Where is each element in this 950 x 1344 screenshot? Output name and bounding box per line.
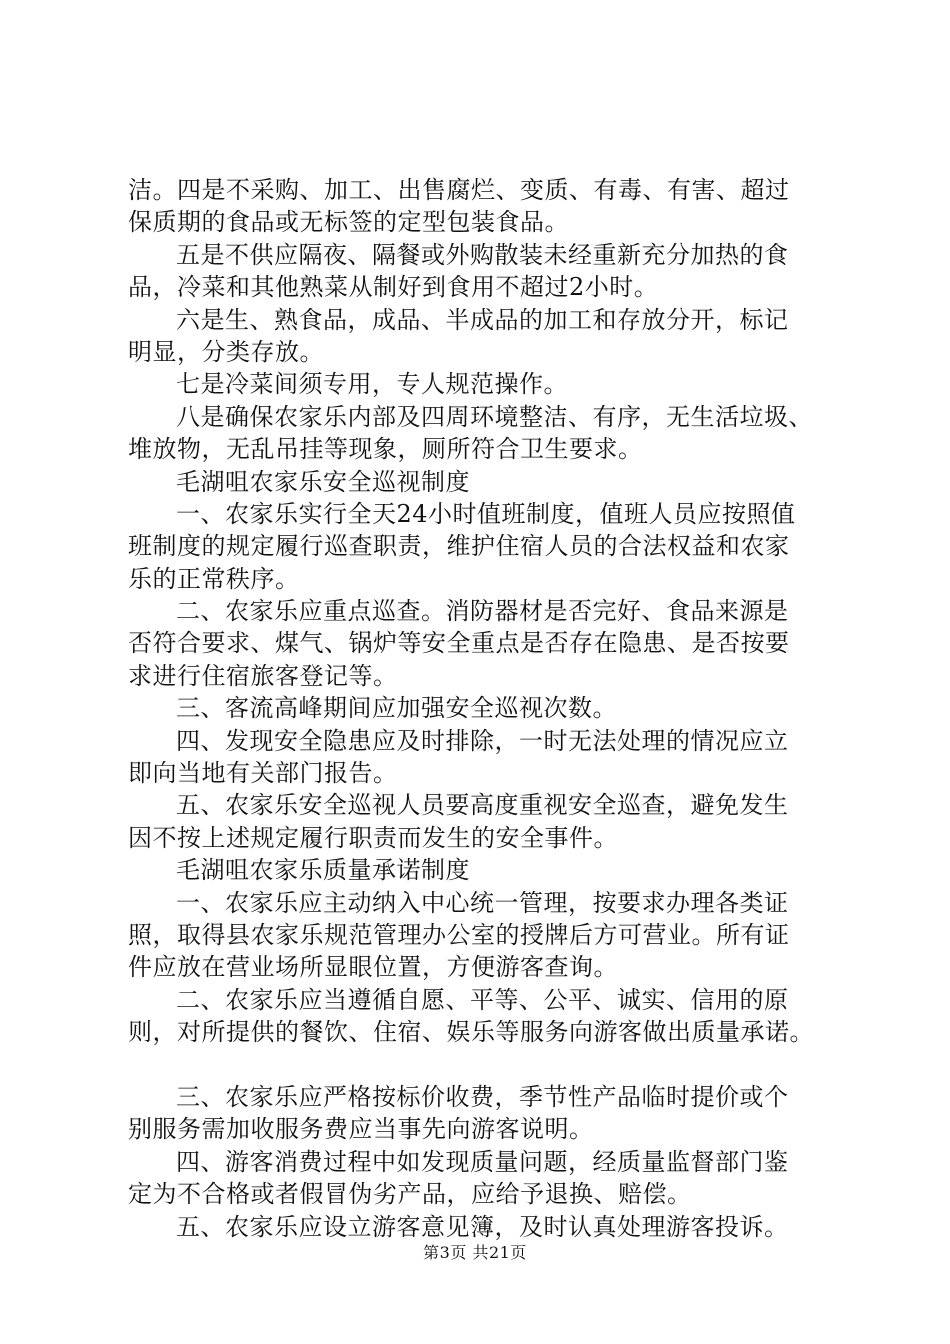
body-line: 别服务需加收服务费应当事先向游客说明。 (128, 1115, 594, 1144)
body-line: 五、农家乐应设立游客意见簿，及时认真处理游客投诉。 (176, 1212, 789, 1241)
body-line: 班制度的规定履行巡查职责，维护住宿人员的合法权益和农家 (128, 532, 790, 561)
blank-line (128, 1049, 828, 1081)
body-line: 照，取得县农家乐规范管理办公室的授牌后方可营业。所有证 (128, 920, 790, 949)
body-line: 件应放在营业场所显眼位置，方便游客查询。 (128, 953, 618, 982)
body-line: 一、农家乐应主动纳入中心统一管理，按要求办理各类证 (176, 888, 789, 917)
body-line: 即向当地有关部门报告。 (128, 759, 398, 788)
body-line: 堆放物，无乱吊挂等现象，厕所符合卫生要求。 (128, 435, 643, 464)
body-line: 因不按上述规定履行职责而发生的安全事件。 (128, 823, 618, 852)
body-line: 二、农家乐应重点巡查。消防器材是否完好、食品来源是 (176, 597, 789, 626)
body-line: 否符合要求、煤气、锅炉等安全重点是否存在隐患、是否按要 (128, 629, 790, 658)
page-footer: 第3页 共21页 (423, 1243, 527, 1262)
body-line: 四、游客消费过程中如发现质量问题，经质量监督部门鉴 (176, 1147, 789, 1176)
section-heading: 毛湖咀农家乐安全巡视制度 (176, 467, 470, 496)
body-line: 三、客流高峰期间应加强安全巡视次数。 (176, 694, 617, 723)
section-heading: 毛湖咀农家乐质量承诺制度 (176, 856, 470, 885)
body-line: 品，冷菜和其他熟菜从制好到食用不超过2小时。 (128, 273, 659, 302)
body-line: 明显，分类存放。 (128, 337, 324, 366)
body-line: 二、农家乐应当遵循自愿、平等、公平、诚实、信用的原 (176, 985, 789, 1014)
body-line: 保质期的食品或无标签的定型包装食品。 (128, 208, 569, 237)
body-line: 洁。四是不采购、加工、出售腐烂、变质、有毒、有害、超过 (128, 176, 790, 204)
body-line: 四、发现安全隐患应及时排除，一时无法处理的情况应立 (176, 726, 789, 755)
document-body (128, 174, 828, 1243)
body-line: 八是确保农家乐内部及四周环境整洁、有序，无生活垃圾、 (176, 402, 813, 431)
body-line: 一、农家乐实行全天24小时值班制度，值班人员应按照值 (176, 499, 796, 528)
body-line: 五是不供应隔夜、隔餐或外购散装未经重新充分加热的食 (176, 240, 789, 269)
body-line: 乐的正常秩序。 (128, 564, 300, 593)
body-line: 三、农家乐应严格按标价收费，季节性产品临时提价或个 (176, 1082, 789, 1111)
body-line: 六是生、熟食品，成品、半成品的加工和存放分开，标记 (176, 305, 789, 334)
body-line: 七是冷菜间须专用，专人规范操作。 (176, 370, 568, 399)
body-line: 定为不合格或者假冒伪劣产品，应给予退换、赔偿。 (128, 1180, 692, 1209)
body-line: 求进行住宿旅客登记等。 (128, 661, 398, 690)
body-line: 五、农家乐安全巡视人员要高度重视安全巡查，避免发生 (176, 791, 789, 820)
body-line: 则，对所提供的餐饮、住宿、娱乐等服务向游客做出质量承诺。 (128, 1018, 814, 1047)
